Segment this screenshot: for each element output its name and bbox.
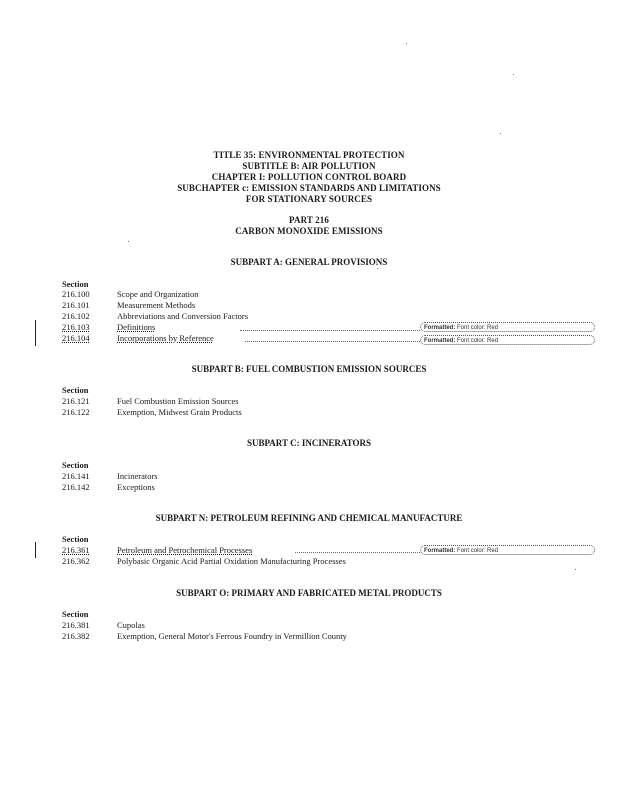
section-number: 216.361 [62,545,90,555]
comment-label: Formatted: [424,338,456,344]
section-number: 216.100 [62,289,90,299]
toc-row[interactable] [62,471,158,482]
comment-label: Formatted: [424,548,456,554]
section-number: 216.101 [62,300,90,310]
scan-speck [500,133,501,134]
toc-row[interactable] [62,289,199,300]
toc-row[interactable] [62,311,248,322]
section-number: 216.104 [62,333,90,343]
subchapter-line-2: FOR STATIONARY SOURCES [245,194,373,204]
scan-speck [513,74,514,75]
title-block [0,150,618,205]
part-block [0,215,618,237]
scan-speck [406,43,407,44]
subpart-b-heading: SUBPART B: FUEL COMBUSTION EMISSION SOURCES [191,364,427,374]
scan-speck [377,268,378,269]
section-title: Incorporations by Reference [117,333,214,343]
change-bar [35,320,36,346]
subpart-a-heading: SUBPART A: GENERAL PROVISIONS [230,257,388,267]
section-title: Exemption, Midwest Grain Products [117,407,242,417]
scan-speck [575,569,576,570]
section-number: 216.102 [62,311,90,321]
comment-leader [240,330,420,331]
section-number: 216.122 [62,407,90,417]
subpart-c-heading: SUBPART C: INCINERATORS [246,438,372,448]
comment-leader [295,552,420,553]
section-title: Scope and Organization [117,289,199,299]
section-title: Fuel Combustion Emission Sources [117,396,239,406]
section-number: 216.121 [62,396,90,406]
section-label: Section [62,385,89,395]
section-title: Petroleum and Petrochemical Processes [117,545,253,555]
section-number: 216.142 [62,482,90,492]
change-bar [35,542,36,558]
comment-balloon[interactable] [420,322,595,332]
section-title: Definitions [117,322,156,332]
part-title: CARBON MONOXIDE EMISSIONS [235,226,383,236]
toc-row-revised[interactable] [62,322,155,333]
section-title: Measurement Methods [117,300,196,310]
toc-row[interactable] [62,396,239,407]
subpart-o-heading: SUBPART O: PRIMARY AND FABRICATED METAL PRODUCTS [176,588,442,598]
section-number: 216.362 [62,556,90,566]
section-number: 216.382 [62,631,90,641]
toc-row[interactable] [62,631,347,642]
section-number: 216.381 [62,620,90,630]
comment-balloon[interactable] [420,335,595,345]
comment-balloon[interactable] [420,545,595,555]
section-label: Section [62,534,89,544]
toc-row-revised[interactable] [62,545,252,556]
subtitle-line: SUBTITLE B: AIR POLLUTION [242,161,376,171]
section-title: Polybasic Organic Acid Partial Oxidation Manufacturing Processes [117,556,346,566]
section-number: 216.141 [62,471,90,481]
section-label: Section [62,279,89,289]
comment-text: Font color: Red [457,338,499,344]
comment-label: Formatted: [424,325,456,331]
section-title: Cupolas [117,620,145,630]
comment-text: Font color: Red [457,325,499,331]
toc-row[interactable] [62,300,195,311]
section-label: Section [62,460,89,470]
section-title: Abbreviations and Conversion Factors [117,311,249,321]
toc-row[interactable] [62,482,155,493]
section-title: Exceptions [117,482,155,492]
comment-leader [245,341,420,342]
toc-row[interactable] [62,407,242,418]
section-number: 216.103 [62,322,90,332]
scan-speck [128,241,129,242]
toc-row-revised[interactable] [62,333,214,344]
section-label: Section [62,609,89,619]
section-title: Incinerators [117,471,158,481]
title-line: TITLE 35: ENVIRONMENTAL PROTECTION [213,150,405,160]
subchapter-line: SUBCHAPTER c: EMISSION STANDARDS AND LIMITATIONS [177,183,441,193]
part-number: PART 216 [289,215,329,225]
chapter-line: CHAPTER I: POLLUTION CONTROL BOARD [211,172,407,182]
toc-row[interactable] [62,620,145,631]
subpart-n-heading: SUBPART N: PETROLEUM REFINING AND CHEMICAL MANUFACTURE [155,513,463,523]
comment-text: Font color: Red [457,548,499,554]
section-title: Exemption, General Motor's Ferrous Foundry in Vermillion County [117,631,347,641]
toc-row[interactable] [62,556,346,567]
